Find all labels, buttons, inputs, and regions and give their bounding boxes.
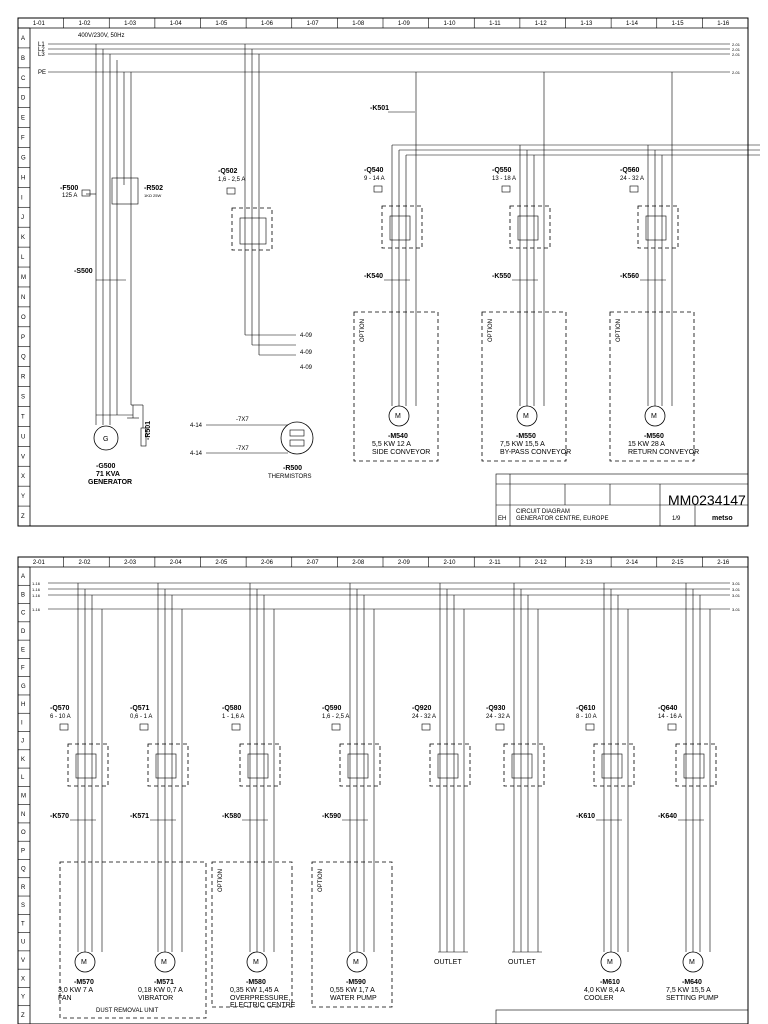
q502-range: 1,6 - 2,5 A	[218, 177, 246, 183]
column-label: 1-08	[352, 21, 365, 27]
svg-text:M: M	[81, 959, 87, 966]
motor-label: ELECTRIC CENTRE	[230, 1002, 296, 1009]
svg-text:G: G	[103, 436, 109, 443]
generator-branch	[60, 44, 163, 486]
option-label: OPTION	[318, 868, 324, 892]
breaker-id: -Q580	[222, 705, 242, 712]
breaker-range: 0,6 - 1 A	[130, 714, 153, 720]
breaker-range: 13 - 18 A	[492, 176, 517, 182]
row-label: H	[21, 175, 26, 182]
bus-label: L1	[38, 42, 45, 48]
svg-text:M: M	[523, 413, 529, 420]
row-label: K	[21, 235, 26, 242]
row-label: I	[21, 720, 23, 727]
bus-in-ref: 1-16	[32, 607, 41, 612]
contactor-id: -K590	[322, 813, 342, 820]
row-label: O	[21, 314, 26, 321]
contactor-id: -K540	[364, 273, 384, 280]
sheet-2-column-header	[33, 557, 730, 567]
option-label: OPTION	[218, 868, 224, 892]
row-label: F	[21, 665, 25, 672]
column-label: 1-05	[215, 21, 228, 27]
column-label: 2-14	[625, 560, 638, 566]
bus-label: L3	[38, 52, 45, 58]
motor-id: -M570	[74, 979, 94, 986]
motor-label: COOLER	[584, 995, 614, 1002]
motor-id: -M550	[516, 433, 536, 440]
motor-label: SIDE CONVEYOR	[372, 449, 431, 456]
row-label: P	[21, 334, 26, 341]
option-label: OPTION	[616, 318, 622, 342]
contactor-id: -K640	[658, 813, 678, 820]
column-label: 2-11	[489, 560, 501, 566]
motor-power: 7,5 KW 15,5 A	[500, 441, 545, 448]
row-label: K	[21, 756, 26, 763]
column-label: 1-01	[32, 21, 45, 27]
drawing-number: MM0234147	[668, 492, 746, 508]
row-label: I	[21, 195, 23, 202]
breaker-id: -Q570	[50, 705, 70, 712]
breaker-id: -Q640	[658, 705, 678, 712]
sheet-2-motor-feeders	[50, 583, 719, 1009]
row-label: F	[21, 135, 25, 142]
motor-id: -M590	[346, 979, 366, 986]
breaker-id: -Q550	[492, 167, 512, 174]
sheet-2-row-header	[18, 567, 30, 1019]
row-label: H	[21, 702, 26, 709]
column-label: 2-06	[260, 560, 273, 566]
sheet-1-row-header	[18, 28, 30, 520]
svg-text:M: M	[353, 959, 359, 966]
column-label: 2-10	[443, 560, 456, 566]
contactor-id: -K550	[492, 273, 512, 280]
column-label: 2-13	[580, 560, 593, 566]
bus-out-ref: 3-01	[732, 587, 741, 592]
row-label: L	[21, 255, 25, 262]
motor-label: WATER PUMP	[330, 995, 377, 1002]
row-label: O	[21, 830, 26, 837]
row-label: Q	[21, 354, 26, 361]
breaker-range: 24 - 32 A	[412, 714, 437, 720]
bus-out-ref: 3-01	[732, 581, 741, 586]
motor-power: 4,0 KW 8,4 A	[584, 987, 625, 994]
motor-power: 7,5 KW 15,5 A	[666, 987, 711, 994]
q502-ref-2: 4-09	[300, 350, 313, 356]
title-line-1: CIRCUIT DIAGRAM	[516, 509, 570, 515]
k501-id: -K501	[370, 105, 390, 112]
bus-ref: 2-01	[732, 42, 741, 47]
row-label: G	[21, 683, 26, 690]
column-label: 2-15	[671, 560, 684, 566]
bus-out-ref: 3-01	[732, 607, 741, 612]
row-label: N	[21, 294, 26, 301]
k501-contactor	[370, 105, 760, 155]
thermistor-id: -R500	[283, 465, 303, 472]
motor-id: -M540	[388, 433, 408, 440]
bus-in-ref: 1-16	[32, 587, 41, 592]
contactor-id: -K570	[50, 813, 70, 820]
sheet-2-frame	[18, 557, 748, 1024]
bus-label: PE	[38, 70, 47, 76]
row-label: T	[21, 921, 25, 928]
svg-text:M: M	[689, 959, 695, 966]
contactor-id: -K580	[222, 813, 242, 820]
breaker-range: 1,6 - 2,5 A	[322, 714, 350, 720]
thermistor-ref-2: 4-14	[190, 451, 203, 457]
column-label: 1-11	[489, 21, 501, 27]
svg-text:M: M	[253, 959, 259, 966]
sheet-1-column-header	[33, 18, 730, 28]
bus-out-ref: 3-01	[732, 593, 741, 598]
sheet-1-motor-feeders	[354, 72, 699, 461]
row-label: D	[21, 95, 26, 102]
row-label: A	[21, 574, 26, 581]
bus-in-ref: 1-16	[32, 593, 41, 598]
motor-power: 5,5 KW 12 A	[372, 441, 411, 448]
row-label: J	[21, 738, 24, 745]
row-label: P	[21, 848, 26, 855]
bus-label: L2	[38, 47, 45, 53]
thermistor-symbol	[281, 422, 313, 454]
column-label: 1-12	[534, 21, 547, 27]
column-label: 2-07	[306, 560, 319, 566]
contactor-id: -K571	[130, 813, 150, 820]
column-label: 1-04	[169, 21, 182, 27]
dust-unit-label: DUST REMOVAL UNIT	[96, 1008, 159, 1014]
row-label: Y	[21, 494, 26, 501]
terminal-1: -7X7	[236, 417, 249, 423]
generator-rating: 71 KVA	[96, 471, 120, 478]
row-label: Z	[21, 1012, 25, 1019]
column-label: 1-02	[78, 21, 91, 27]
generator-id: -G500	[96, 463, 116, 470]
column-label: 1-16	[717, 21, 730, 27]
column-label: 1-10	[443, 21, 456, 27]
column-label: 1-09	[397, 21, 410, 27]
sheet-2-busbar	[32, 581, 741, 612]
dust-unit-box	[60, 862, 206, 1018]
motor-power: 3,0 KW 7 A	[58, 987, 94, 994]
column-label: 1-07	[306, 21, 319, 27]
svg-text:M: M	[607, 959, 613, 966]
column-label: 1-06	[260, 21, 273, 27]
motor-id: -M580	[246, 979, 266, 986]
column-label: 1-13	[580, 21, 593, 27]
brand-logo: metso	[712, 515, 733, 522]
row-label: Q	[21, 866, 26, 873]
svg-text:M: M	[651, 413, 657, 420]
title-code: EH	[498, 516, 507, 522]
sheet-1	[18, 18, 760, 526]
q502-ref-1: 4-09	[300, 333, 313, 339]
breaker-range: 24 - 32 A	[620, 176, 645, 182]
sheet-number: 1/9	[672, 516, 681, 522]
motor-power: 15 KW 28 A	[628, 441, 665, 448]
column-label: 1-03	[124, 21, 137, 27]
column-label: 2-02	[78, 560, 91, 566]
breaker-id: -Q560	[620, 167, 640, 174]
row-label: M	[21, 275, 26, 281]
motor-power: 0,55 KW 1,7 A	[330, 987, 375, 994]
row-label: T	[21, 414, 25, 421]
contactor-id: -K610	[576, 813, 596, 820]
bus-ref: 2-01	[732, 52, 741, 57]
supply-label: 400V/230V, 50Hz	[78, 33, 125, 39]
thermistor-branch	[190, 417, 313, 480]
row-label: D	[21, 628, 26, 635]
row-label: R	[21, 884, 26, 891]
switch-id: -S500	[74, 268, 93, 275]
row-label: U	[21, 939, 26, 946]
breaker-range: 1 - 1,6 A	[222, 714, 245, 720]
breaker-id: -Q590	[322, 705, 342, 712]
bus-in-ref: 1-16	[32, 581, 41, 586]
option-label: OPTION	[360, 318, 366, 342]
contactor-id: -K560	[620, 273, 640, 280]
relay-rating: 1KΩ 25W	[144, 193, 162, 198]
q502-branch	[218, 44, 313, 371]
title-block	[496, 474, 748, 526]
row-label: X	[21, 976, 26, 983]
breaker-id: -Q540	[364, 167, 384, 174]
column-label: 2-04	[169, 560, 182, 566]
motor-id: -M640	[682, 979, 702, 986]
breaker-range: 9 - 14 A	[364, 176, 385, 182]
resistor-id: -R501	[145, 420, 152, 440]
motor-label: SETTING PUMP	[666, 995, 719, 1002]
row-label: B	[21, 592, 26, 599]
row-label: V	[21, 454, 26, 461]
row-label: C	[21, 75, 26, 82]
motor-id: -M610	[600, 979, 620, 986]
motor-label: OVERPRESSURE,	[230, 995, 291, 1002]
option-label: OPTION	[488, 318, 494, 342]
row-label: Z	[21, 514, 25, 521]
outlet-label: OUTLET	[508, 959, 536, 966]
row-label: L	[21, 775, 25, 782]
row-label: S	[21, 903, 26, 910]
motor-label: FAN	[58, 995, 72, 1002]
generator-label: GENERATOR	[88, 479, 133, 486]
breaker-range: 6 - 10 A	[50, 714, 71, 720]
motor-id: -M571	[154, 979, 174, 986]
motor-power: 0,35 KW 1,45 A	[230, 987, 279, 994]
row-label: J	[21, 215, 24, 222]
relay-id: -R502	[144, 185, 164, 192]
fuse-id: -F500	[60, 185, 79, 192]
motor-power: 0,18 KW 0,7 A	[138, 987, 183, 994]
bus-ref: 2-01	[732, 70, 741, 75]
breaker-range: 24 - 32 A	[486, 714, 511, 720]
fuse-rating: 125 A	[62, 193, 78, 199]
row-label: V	[21, 958, 26, 965]
row-label: X	[21, 474, 26, 481]
outlet-label: OUTLET	[434, 959, 462, 966]
main-busbar	[38, 42, 741, 76]
column-label: 2-05	[215, 560, 228, 566]
column-label: 2-03	[124, 560, 137, 566]
column-label: 2-09	[397, 560, 410, 566]
breaker-id: -Q610	[576, 705, 596, 712]
row-label: C	[21, 610, 26, 617]
column-label: 2-16	[717, 560, 730, 566]
bus-ref: 2-01	[732, 47, 741, 52]
row-label: M	[21, 793, 26, 800]
title-line-2: GENERATOR CENTRE, EUROPE	[516, 516, 609, 522]
sheet-2	[18, 557, 748, 1024]
row-label: A	[21, 35, 26, 42]
breaker-id: -Q571	[130, 705, 150, 712]
row-label: E	[21, 115, 26, 122]
thermistor-ref-1: 4-14	[190, 423, 203, 429]
column-label: 2-12	[534, 560, 547, 566]
q502-id: -Q502	[218, 168, 238, 175]
thermistor-label: THERMISTORS	[268, 474, 312, 480]
breaker-range: 14 - 16 A	[658, 714, 683, 720]
column-label: 1-14	[625, 21, 638, 27]
row-label: G	[21, 155, 26, 162]
motor-label: BY-PASS CONVEYOR	[500, 449, 572, 456]
column-label: 2-08	[352, 560, 365, 566]
svg-text:M: M	[395, 413, 401, 420]
row-label: U	[21, 434, 26, 441]
row-label: E	[21, 647, 26, 654]
terminal-2: -7X7	[236, 446, 249, 452]
svg-text:M: M	[161, 959, 167, 966]
motor-id: -M560	[644, 433, 664, 440]
column-label: 1-15	[671, 21, 684, 27]
row-label: R	[21, 374, 26, 381]
breaker-range: 8 - 10 A	[576, 714, 597, 720]
q502-ref-3: 4-09	[300, 365, 313, 371]
breaker-id: -Q930	[486, 705, 506, 712]
breaker-id: -Q920	[412, 705, 432, 712]
row-label: Y	[21, 994, 26, 1001]
column-label: 2-01	[32, 560, 45, 566]
row-label: B	[21, 55, 26, 62]
motor-label: VIBRATOR	[138, 995, 174, 1002]
motor-label: RETURN CONVEYOR	[628, 449, 700, 456]
row-label: N	[21, 811, 26, 818]
row-label: S	[21, 394, 26, 401]
